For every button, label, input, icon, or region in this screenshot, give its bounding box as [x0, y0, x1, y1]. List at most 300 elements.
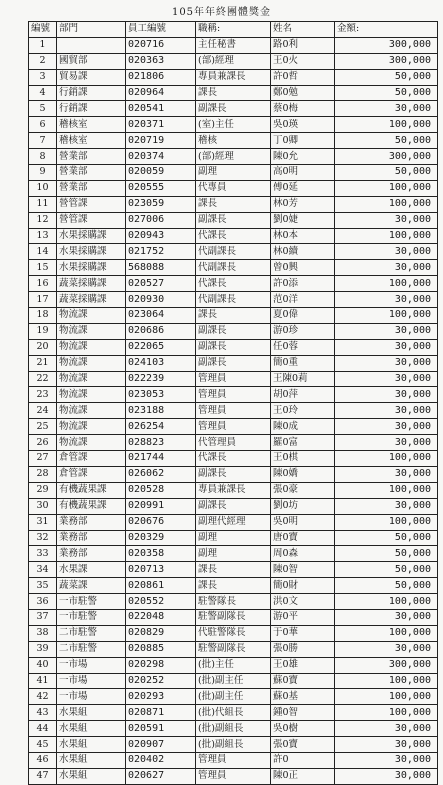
cell-amount: 30,000	[335, 721, 438, 737]
table-row	[29, 133, 438, 149]
cell-no: 14	[29, 244, 57, 260]
cell-no: 19	[29, 323, 57, 339]
cell-amount: 30,000	[335, 419, 438, 435]
cell-no: 45	[29, 737, 57, 753]
cell-title: 管理員	[196, 371, 271, 387]
cell-employee-id: 020059	[126, 165, 196, 181]
cell-no: 10	[29, 180, 57, 196]
cell-title: 課長	[196, 562, 271, 578]
table-row	[29, 212, 438, 228]
cell-name: 許0哲	[271, 69, 335, 85]
cell-name: 陳0成	[271, 419, 335, 435]
cell-amount: 100,000	[335, 625, 438, 641]
cell-title: 副課長	[196, 323, 271, 339]
table-row	[29, 244, 438, 260]
cell-title: (批)代組長	[196, 705, 271, 721]
cell-department: 貿易課	[57, 69, 126, 85]
cell-amount: 30,000	[335, 403, 438, 419]
cell-no: 7	[29, 133, 57, 149]
cell-department: 物流課	[57, 435, 126, 451]
cell-employee-id: 021806	[126, 69, 196, 85]
cell-employee-id: 020861	[126, 578, 196, 594]
cell-department	[57, 37, 126, 53]
table-row	[29, 276, 438, 292]
cell-no: 34	[29, 562, 57, 578]
cell-department: 業務部	[57, 514, 126, 530]
cell-employee-id: 020871	[126, 705, 196, 721]
cell-employee-id: 020930	[126, 292, 196, 308]
cell-employee-id: 026062	[126, 466, 196, 482]
header-amount: 金額:	[335, 22, 438, 38]
cell-name: 唐0寶	[271, 530, 335, 546]
cell-department: 二市駐警	[57, 625, 126, 641]
cell-no: 13	[29, 228, 57, 244]
cell-title: 副課長	[196, 466, 271, 482]
table-row	[29, 768, 438, 784]
cell-name: 陳0正	[271, 768, 335, 784]
cell-department: 水果組	[57, 705, 126, 721]
cell-no: 42	[29, 689, 57, 705]
cell-title: 代副課長	[196, 292, 271, 308]
cell-name: 簡0財	[271, 578, 335, 594]
table-row	[29, 514, 438, 530]
cell-no: 31	[29, 514, 57, 530]
cell-name: 王0棋	[271, 451, 335, 467]
cell-amount: 30,000	[335, 292, 438, 308]
header-department: 部門	[57, 22, 126, 38]
cell-amount: 50,000	[335, 69, 438, 85]
cell-amount: 100,000	[335, 594, 438, 610]
cell-amount: 30,000	[335, 323, 438, 339]
table-row	[29, 180, 438, 196]
cell-name: 夏0偉	[271, 308, 335, 324]
cell-name: 張0豪	[271, 482, 335, 498]
cell-title: 管理員	[196, 768, 271, 784]
cell-no: 24	[29, 403, 57, 419]
cell-department: 物流課	[57, 339, 126, 355]
cell-department: 一市駐警	[57, 609, 126, 625]
cell-employee-id: 020964	[126, 85, 196, 101]
table-row	[29, 498, 438, 514]
cell-name: 王0雄	[271, 657, 335, 673]
table-row	[29, 657, 438, 673]
cell-name: 傅0延	[271, 180, 335, 196]
cell-department: 營業部	[57, 165, 126, 181]
cell-name: 于0華	[271, 625, 335, 641]
cell-title: 駐警副隊長	[196, 641, 271, 657]
cell-employee-id: 023188	[126, 403, 196, 419]
cell-amount: 30,000	[335, 435, 438, 451]
cell-department: 營管課	[57, 212, 126, 228]
table-row	[29, 149, 438, 165]
cell-no: 39	[29, 641, 57, 657]
cell-no: 4	[29, 85, 57, 101]
cell-title: 代副課長	[196, 260, 271, 276]
cell-name: 羅0富	[271, 435, 335, 451]
cell-no: 36	[29, 594, 57, 610]
cell-title: 副課長	[196, 339, 271, 355]
cell-title: 副課長	[196, 355, 271, 371]
cell-amount: 30,000	[335, 466, 438, 482]
cell-department: 水果採購課	[57, 260, 126, 276]
cell-employee-id: 020627	[126, 768, 196, 784]
cell-amount: 50,000	[335, 165, 438, 181]
table-row	[29, 117, 438, 133]
cell-name: 張0寶	[271, 737, 335, 753]
cell-title: 代駐警隊長	[196, 625, 271, 641]
cell-department: 蔬菜採購課	[57, 292, 126, 308]
cell-amount: 50,000	[335, 578, 438, 594]
table-row	[29, 546, 438, 562]
table-row	[29, 85, 438, 101]
cell-employee-id: 026254	[126, 419, 196, 435]
cell-no: 47	[29, 768, 57, 784]
cell-amount: 30,000	[335, 355, 438, 371]
cell-amount: 30,000	[335, 212, 438, 228]
cell-no: 26	[29, 435, 57, 451]
cell-amount: 30,000	[335, 752, 438, 768]
header-title: 職稱:	[196, 22, 271, 38]
cell-employee-id: 020252	[126, 673, 196, 689]
cell-title: 副課長	[196, 212, 271, 228]
cell-amount: 100,000	[335, 451, 438, 467]
table-row	[29, 53, 438, 69]
cell-employee-id: 020676	[126, 514, 196, 530]
cell-department: 業務部	[57, 546, 126, 562]
table-body	[29, 37, 438, 784]
cell-title: 管理員	[196, 752, 271, 768]
table-row	[29, 37, 438, 53]
cell-employee-id: 020591	[126, 721, 196, 737]
cell-name: 鍾0智	[271, 705, 335, 721]
cell-department: 營業部	[57, 149, 126, 165]
cell-department: 營業部	[57, 180, 126, 196]
cell-employee-id: 020363	[126, 53, 196, 69]
cell-department: 水果組	[57, 721, 126, 737]
table-row	[29, 562, 438, 578]
cell-amount: 30,000	[335, 641, 438, 657]
cell-amount: 100,000	[335, 308, 438, 324]
cell-employee-id: 020555	[126, 180, 196, 196]
cell-department: 業務部	[57, 530, 126, 546]
cell-no: 40	[29, 657, 57, 673]
cell-no: 35	[29, 578, 57, 594]
cell-no: 33	[29, 546, 57, 562]
cell-department: 物流課	[57, 371, 126, 387]
document-title: 105年年終團體獎金	[171, 7, 272, 18]
cell-employee-id: 028823	[126, 435, 196, 451]
cell-amount: 300,000	[335, 37, 438, 53]
cell-employee-id: 020298	[126, 657, 196, 673]
cell-amount: 30,000	[335, 737, 438, 753]
table-row	[29, 292, 438, 308]
cell-amount: 30,000	[335, 244, 438, 260]
cell-employee-id: 021752	[126, 244, 196, 260]
table-row	[29, 323, 438, 339]
cell-employee-id: 020991	[126, 498, 196, 514]
cell-title: 代課長	[196, 276, 271, 292]
table-row	[29, 466, 438, 482]
cell-employee-id: 020374	[126, 149, 196, 165]
cell-department: 行銷課	[57, 101, 126, 117]
cell-no: 28	[29, 466, 57, 482]
cell-name: 鄭0勉	[271, 85, 335, 101]
cell-no: 2	[29, 53, 57, 69]
cell-title: 駐警隊長	[196, 594, 271, 610]
cell-department: 蔬菜採購課	[57, 276, 126, 292]
cell-no: 12	[29, 212, 57, 228]
cell-name: 任0蓉	[271, 339, 335, 355]
table-row	[29, 69, 438, 85]
cell-employee-id: 020293	[126, 689, 196, 705]
cell-no: 32	[29, 530, 57, 546]
table-row	[29, 260, 438, 276]
cell-employee-id: 020358	[126, 546, 196, 562]
cell-no: 8	[29, 149, 57, 165]
cell-name: 劉0坊	[271, 498, 335, 514]
cell-title: 稽核	[196, 133, 271, 149]
cell-employee-id: 027006	[126, 212, 196, 228]
cell-employee-id: 020527	[126, 276, 196, 292]
table-row	[29, 165, 438, 181]
table-row	[29, 482, 438, 498]
cell-amount: 30,000	[335, 768, 438, 784]
cell-amount: 100,000	[335, 276, 438, 292]
table-row	[29, 705, 438, 721]
table-row	[29, 578, 438, 594]
cell-title: (部)經理	[196, 53, 271, 69]
table-row	[29, 609, 438, 625]
cell-employee-id: 020528	[126, 482, 196, 498]
cell-employee-id: 022239	[126, 371, 196, 387]
table-row	[29, 737, 438, 753]
cell-title: (批)副組長	[196, 737, 271, 753]
cell-amount: 30,000	[335, 260, 438, 276]
table-row	[29, 339, 438, 355]
cell-title: 副理代經理	[196, 514, 271, 530]
cell-employee-id: 023059	[126, 196, 196, 212]
cell-amount: 30,000	[335, 387, 438, 403]
header-no: 編號	[29, 22, 57, 38]
cell-amount: 50,000	[335, 530, 438, 546]
cell-department: 水果組	[57, 768, 126, 784]
cell-amount: 50,000	[335, 546, 438, 562]
cell-amount: 30,000	[335, 609, 438, 625]
cell-department: 水果採購課	[57, 228, 126, 244]
table-row	[29, 355, 438, 371]
cell-title: 主任秘書	[196, 37, 271, 53]
cell-no: 29	[29, 482, 57, 498]
cell-employee-id: 020402	[126, 752, 196, 768]
cell-amount: 100,000	[335, 673, 438, 689]
cell-department: 國貿部	[57, 53, 126, 69]
cell-employee-id: 020686	[126, 323, 196, 339]
cell-name: 陳0智	[271, 562, 335, 578]
cell-no: 9	[29, 165, 57, 181]
cell-no: 6	[29, 117, 57, 133]
cell-employee-id: 020907	[126, 737, 196, 753]
cell-employee-id: 020943	[126, 228, 196, 244]
cell-amount: 100,000	[335, 482, 438, 498]
cell-department: 有機蔬果課	[57, 482, 126, 498]
cell-name: 路0利	[271, 37, 335, 53]
cell-title: 專員兼課長	[196, 482, 271, 498]
cell-amount: 30,000	[335, 498, 438, 514]
cell-name: 林0本	[271, 228, 335, 244]
cell-amount: 300,000	[335, 657, 438, 673]
cell-no: 27	[29, 451, 57, 467]
table-row	[29, 530, 438, 546]
cell-title: (批)副主任	[196, 673, 271, 689]
cell-department: 稽核室	[57, 133, 126, 149]
cell-no: 15	[29, 260, 57, 276]
cell-employee-id: 568088	[126, 260, 196, 276]
cell-no: 44	[29, 721, 57, 737]
table-row	[29, 435, 438, 451]
cell-department: 二市駐警	[57, 641, 126, 657]
cell-name: 林0續	[271, 244, 335, 260]
cell-amount: 300,000	[335, 53, 438, 69]
cell-department: 物流課	[57, 323, 126, 339]
cell-title: 駐警副隊長	[196, 609, 271, 625]
cell-amount: 50,000	[335, 562, 438, 578]
table-row	[29, 721, 438, 737]
cell-department: 物流課	[57, 387, 126, 403]
cell-employee-id: 020719	[126, 133, 196, 149]
cell-name: 高0明	[271, 165, 335, 181]
table-row	[29, 673, 438, 689]
cell-department: 一市駐警	[57, 594, 126, 610]
cell-name: 陳0嬌	[271, 466, 335, 482]
cell-amount: 100,000	[335, 689, 438, 705]
table-row	[29, 228, 438, 244]
cell-name: 王陳0莉	[271, 371, 335, 387]
cell-department: 有機蔬果課	[57, 498, 126, 514]
cell-employee-id: 020885	[126, 641, 196, 657]
cell-no: 37	[29, 609, 57, 625]
table-row	[29, 308, 438, 324]
table-row	[29, 641, 438, 657]
cell-department: 一市場	[57, 689, 126, 705]
cell-title: (室)主任	[196, 117, 271, 133]
cell-department: 行銷課	[57, 85, 126, 101]
cell-department: 一市場	[57, 673, 126, 689]
table-row	[29, 594, 438, 610]
cell-amount: 30,000	[335, 371, 438, 387]
table-row	[29, 689, 438, 705]
cell-department: 物流課	[57, 355, 126, 371]
cell-title: 副理	[196, 546, 271, 562]
cell-employee-id: 021744	[126, 451, 196, 467]
cell-title: 代管理員	[196, 435, 271, 451]
header-employee-id: 員工編號	[126, 22, 196, 38]
cell-amount: 100,000	[335, 705, 438, 721]
cell-no: 22	[29, 371, 57, 387]
bonus-table	[28, 21, 438, 785]
cell-title: 管理員	[196, 419, 271, 435]
cell-department: 水果採購課	[57, 244, 126, 260]
cell-title: (部)經理	[196, 149, 271, 165]
cell-employee-id: 020713	[126, 562, 196, 578]
table-row	[29, 403, 438, 419]
cell-amount: 30,000	[335, 101, 438, 117]
cell-no: 25	[29, 419, 57, 435]
cell-amount: 50,000	[335, 85, 438, 101]
cell-department: 蔬菜課	[57, 578, 126, 594]
cell-employee-id: 022048	[126, 609, 196, 625]
cell-employee-id: 020716	[126, 37, 196, 53]
cell-name: 吳0明	[271, 514, 335, 530]
cell-no: 21	[29, 355, 57, 371]
cell-title: 副課長	[196, 101, 271, 117]
cell-amount: 100,000	[335, 514, 438, 530]
cell-name: 陳0允	[271, 149, 335, 165]
cell-title: 課長	[196, 578, 271, 594]
cell-department: 水果組	[57, 737, 126, 753]
cell-name: 王0火	[271, 53, 335, 69]
header-name: 姓名	[271, 22, 335, 38]
cell-title: 代專員	[196, 180, 271, 196]
cell-no: 11	[29, 196, 57, 212]
cell-name: 周0森	[271, 546, 335, 562]
cell-name: 曾0興	[271, 260, 335, 276]
cell-title: 管理員	[196, 403, 271, 419]
table-row	[29, 101, 438, 117]
table-row	[29, 419, 438, 435]
cell-no: 38	[29, 625, 57, 641]
cell-name: 王0玲	[271, 403, 335, 419]
cell-employee-id: 024103	[126, 355, 196, 371]
table-row	[29, 387, 438, 403]
cell-name: 范0洋	[271, 292, 335, 308]
cell-title: (批)主任	[196, 657, 271, 673]
cell-name: 林0芳	[271, 196, 335, 212]
cell-no: 20	[29, 339, 57, 355]
table-row	[29, 451, 438, 467]
cell-name: 丁0卿	[271, 133, 335, 149]
cell-employee-id: 020829	[126, 625, 196, 641]
table-header-row	[29, 22, 438, 38]
cell-title: 課長	[196, 308, 271, 324]
cell-amount: 50,000	[335, 133, 438, 149]
cell-amount: 100,000	[335, 228, 438, 244]
cell-no: 5	[29, 101, 57, 117]
cell-amount: 300,000	[335, 149, 438, 165]
cell-department: 物流課	[57, 308, 126, 324]
cell-name: 蘇0寶	[271, 673, 335, 689]
cell-employee-id: 020541	[126, 101, 196, 117]
cell-title: (批)副主任	[196, 689, 271, 705]
cell-title: 副理	[196, 530, 271, 546]
cell-no: 43	[29, 705, 57, 721]
cell-no: 46	[29, 752, 57, 768]
table-row	[29, 625, 438, 641]
cell-name: 許0添	[271, 276, 335, 292]
cell-no: 23	[29, 387, 57, 403]
cell-name: 吳0瑛	[271, 117, 335, 133]
cell-no: 1	[29, 37, 57, 53]
cell-name: 簡0重	[271, 355, 335, 371]
cell-no: 41	[29, 673, 57, 689]
cell-title: 代課長	[196, 228, 271, 244]
cell-name: 胡0萍	[271, 387, 335, 403]
cell-title: 副課長	[196, 498, 271, 514]
cell-amount: 30,000	[335, 339, 438, 355]
cell-name: 許0	[271, 752, 335, 768]
cell-name: 張0勝	[271, 641, 335, 657]
cell-employee-id: 023053	[126, 387, 196, 403]
cell-department: 物流課	[57, 403, 126, 419]
